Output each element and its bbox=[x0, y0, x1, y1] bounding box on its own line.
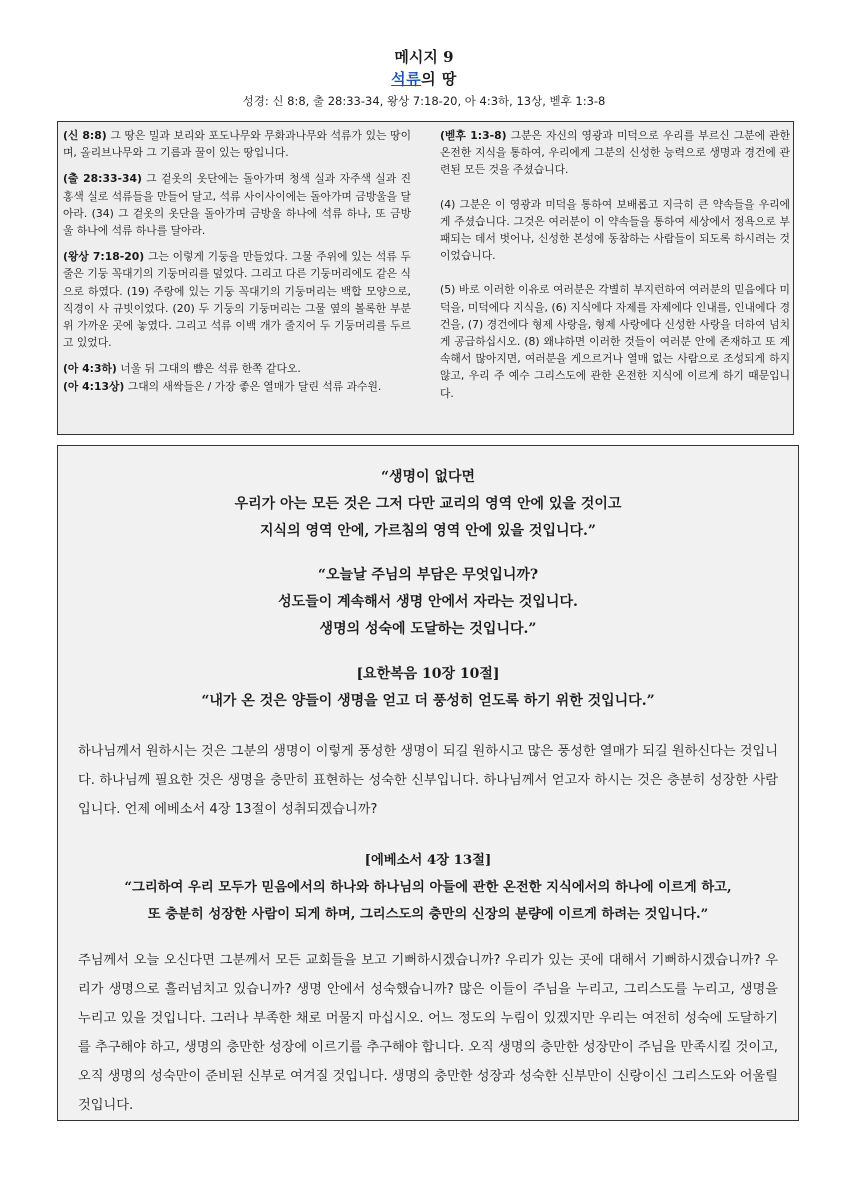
verse-exod bbox=[63, 170, 411, 239]
john-verse: “내가 온 것은 양들이 생명을 얻고 더 풍성히 얻도록 하기 위한 것입니다.” bbox=[201, 693, 655, 709]
quote-line: 성도들이 계속해서 생명 안에서 자라는 것입니다. bbox=[278, 594, 578, 610]
quote-ephesians bbox=[58, 847, 798, 928]
verse-kings bbox=[63, 248, 411, 351]
verse-ref: (아 4:13상) bbox=[63, 379, 125, 393]
quote-line: 생명의 성숙에 도달하는 것입니다.” bbox=[319, 621, 537, 637]
verse-song-a bbox=[63, 360, 411, 377]
verse-text: (5) 바로 이러한 이유로 여러분은 각별히 부지런하여 여러분의 믿음에다 미덕을, 미덕에다 지식을, (6) 지식에다 자제를 자제에다 인내를, 인내에다 경건을, (7) 경건에다 형제 사랑을, 형제 사랑에다 신성한 사랑을 더하여 넘치게 공급하십시오. (8) 왜냐하면 이러한 것들이 여러분 안에 존재하고 또 계속해서 많아지면, 여러분을 게으르거나 열매 없는 사람으로 조성되게 하지 않고, 우리 주 예수 그리스도에 관한 온전한 지식에 이르게 하기 때문입니다. bbox=[440, 283, 790, 400]
quote-line: “생명이 없다면 bbox=[380, 469, 476, 485]
verse-text: 그분은 자신의 영광과 미덕으로 우리를 부르신 그분에 관한 온전한 지식을 통하여, 우리에게 그분의 신성한 능력으로 생명과 경건에 관련된 모든 것을 주셨습니다. bbox=[440, 129, 790, 177]
verse-peter-5 bbox=[440, 281, 790, 401]
quote-john bbox=[58, 661, 798, 715]
verses-box bbox=[57, 121, 794, 435]
quote-line: “오늘날 주님의 부담은 무엇입니까? bbox=[317, 567, 539, 583]
body-paragraph-1: 하나님께서 원하시는 것은 그분의 생명이 이렇게 풍성한 생명이 되길 원하시고 많은 풍성한 열매가 되길 원하신다는 것입니다. 하나님께 필요한 것은 생명을 충만히 표현하는 성숙한 신부입니다. 하나님께서 얻고자 하시는 것은 충분히 성장한 사람입니다. 언제 에베소서 4장 13절이 성취되겠습니까? bbox=[78, 744, 778, 817]
john-reference: [요한복음 10장 10절] bbox=[356, 666, 500, 682]
ephesians-line: 또 충분히 성장한 사람이 되게 하며, 그리스도의 충만의 신장의 분량에 이르게 하려는 것입니다.” bbox=[147, 907, 709, 922]
verses-left-column bbox=[63, 127, 411, 395]
verse-peter-4 bbox=[440, 196, 790, 265]
quote-line: 지식의 영역 안에, 가르침의 영역 안에 있을 것입니다.” bbox=[260, 523, 596, 539]
quote-burden bbox=[58, 562, 798, 643]
verse-ref: (벧후 1:3-8) bbox=[440, 129, 507, 142]
verse-text: 너울 뒤 그대의 뺨은 석류 한쪽 같다오. bbox=[116, 362, 301, 376]
ephesians-line: “그리하여 우리 모두가 믿음에서의 하나와 하나님의 아들에 관한 온전한 지식에서의 하나에 이르게 하고, bbox=[124, 880, 732, 895]
body-paragraph-2: 주님께서 오늘 오신다면 그분께서 모든 교회들을 보고 기뻐하시겠습니까? 우리가 있는 곳에 대해서 기뻐하시겠습니까? 우리가 생명으로 흘러넘치고 있습니까? 생명 안에서 성숙했습니까? 많은 이들이 주님을 누리고, 그리스도를 누리고, 생명을 누리고 있을 것입니다. 그러나 부족한 채로 머물지 마십시오. 어느 정도의 누림이 있겠지만 우리는 여전히 성숙에 도달하기를 추구해야 하고, 생명의 충만한 성장에 이르기를 추구해야 합니다. 오직 생명의 충만한 성장만이 주님을 만족시킬 것이고, 오직 생명의 성숙만이 준비된 신부로 여겨질 것입니다. 생명의 충만한 성장과 성숙한 신부만이 신랑이신 그리스도와 어울릴 것입니다. bbox=[78, 953, 778, 1113]
message-body-box bbox=[57, 445, 799, 1121]
subtitle-rest: 의 땅 bbox=[421, 70, 457, 88]
message-title: 메시지 9 bbox=[394, 48, 454, 66]
quote-line: 우리가 아는 모든 것은 그저 다만 교리의 영역 안에 있을 것이고 bbox=[234, 496, 622, 512]
verse-song-b bbox=[63, 378, 411, 395]
verse-ref: (아 4:3하) bbox=[63, 362, 117, 376]
verse-deut bbox=[63, 127, 411, 161]
verse-text: 그대의 새싹들은 / 가장 좋은 열매가 달린 석류 과수원. bbox=[124, 379, 382, 393]
verse-ref: (출 28:33-34) bbox=[63, 172, 142, 186]
verses-right-column bbox=[440, 127, 790, 402]
subtitle-highlight: 석류 bbox=[391, 70, 422, 88]
verse-peter-1 bbox=[440, 127, 790, 179]
verse-text: 그 땅은 밀과 보리와 포도나무와 무화과나무와 석류가 있는 땅이며, 올리브나무와 그 기름과 꿀이 있는 땅입니다. bbox=[63, 129, 411, 160]
verse-ref: (왕상 7:18-20) bbox=[63, 250, 145, 264]
scripture-references: 성경: 신 8:8, 출 28:33-34, 왕상 7:18-20, 아 4:3하, 13상, 벧후 1:3-8 bbox=[242, 94, 606, 108]
verse-text: 그는 이렇게 기둥을 만들었다. 그물 주위에 있는 석류 두 줄은 기둥 꼭대기의 기둥머리를 덮었다. 그리고 다른 기둥머리에도 같은 식으로 하였다. (19) 주랑에 있는 기둥 꼭대기의 기둥머리는 백합 모양으로, 직경이 사 규빗이었다. (20) 두 기둥의 기둥머리는 그물 옆의 볼록한 부분 위 가까운 곳에 놓였다. 그리고 석류 이백 개가 줄지어 두 기둥머리를 두르고 있었다. bbox=[63, 250, 411, 350]
quote-life bbox=[58, 464, 798, 545]
verse-text: (4) 그분은 이 영광과 미덕을 통하여 보배롭고 지극히 큰 약속들을 우리에게 주셨습니다. 그것은 여러분이 이 약속들을 통하여 세상에서 정욕으로 부패되는 데서 벗어나, 신성한 본성에 동참하는 사람들이 되도록 하시려는 것이었습니다. bbox=[440, 197, 790, 263]
message-subtitle bbox=[0, 68, 848, 89]
verse-ref: (신 8:8) bbox=[63, 129, 107, 142]
verse-text: 그 겉옷의 옷단에는 돌아가며 청색 실과 자주색 실과 진홍색 실로 석류들을 만들어 달고, 석류 사이사이에는 돌아가며 금방울을 달아라. (34) 그 겉옷의 옷단을 돌아가며 금방울 하나에 석류 하나, 또 금방울 하나에 석류 하나를 달아라. bbox=[63, 172, 411, 238]
ephesians-reference: [에베소서 4장 13절] bbox=[364, 853, 492, 868]
